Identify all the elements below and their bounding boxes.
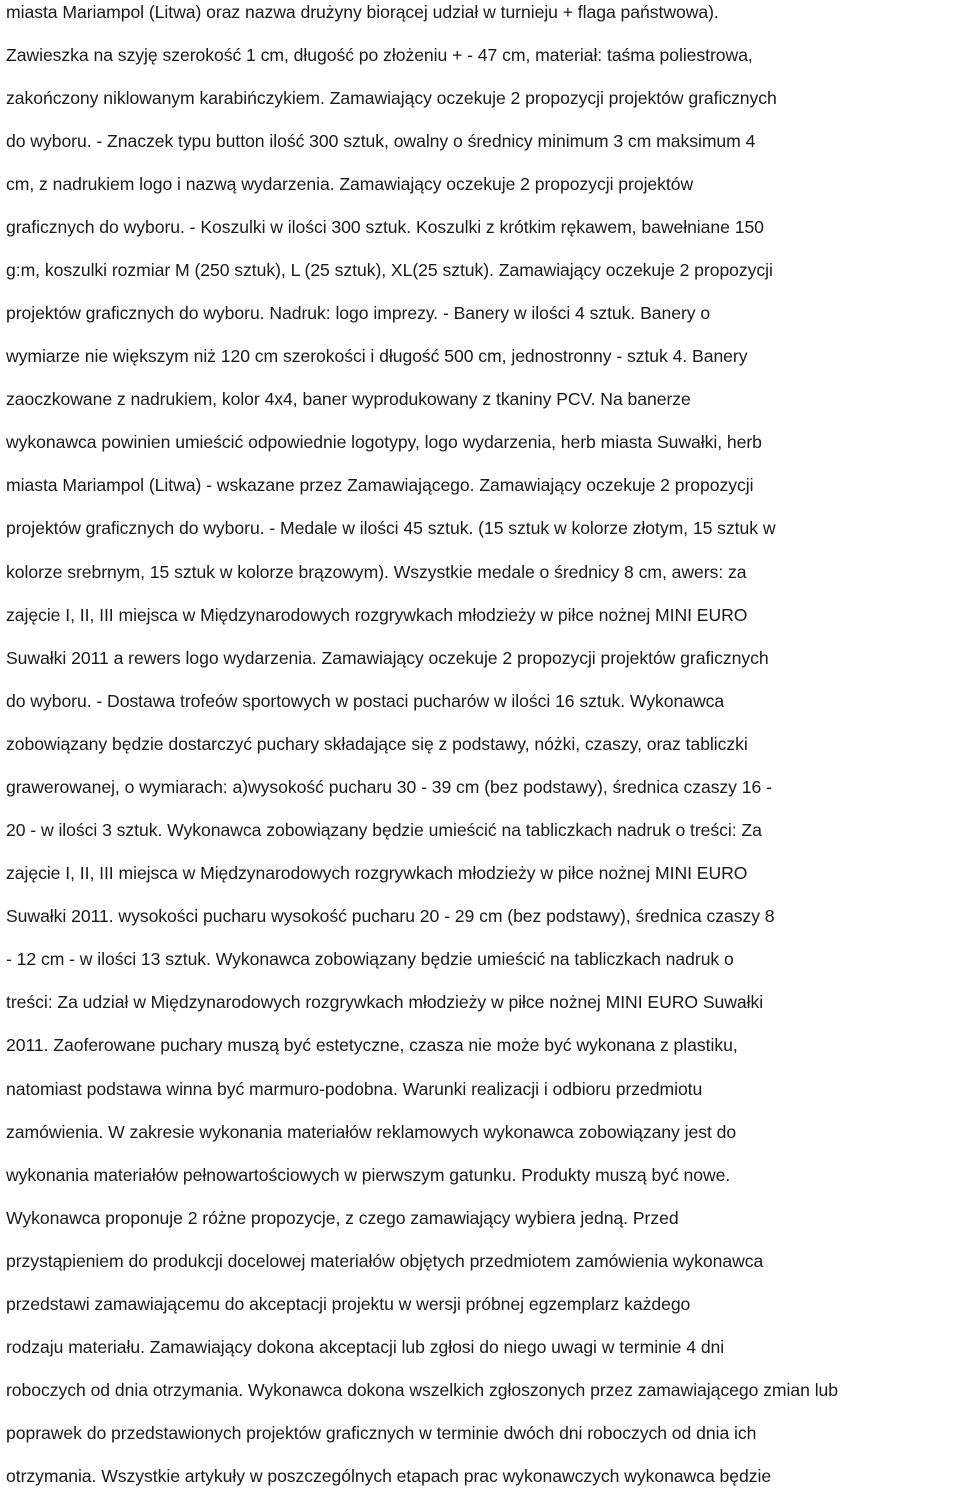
text-line: cm, z nadrukiem logo i nazwą wydarzenia. Zamawiający oczekuje 2 propozycji projektów <box>6 174 694 194</box>
text-line: treści: Za udział w Międzynarodowych rozgrywkach młodzieży w piłce nożnej MINI EURO Suwałki <box>6 992 764 1012</box>
text-line: zakończony niklowanym karabińczykiem. Zamawiający oczekuje 2 propozycji projektów graficznych <box>6 88 777 108</box>
text-line: roboczych od dnia otrzymania. Wykonawca dokona wszelkich zgłoszonych przez zamawiającego zmian lub <box>6 1380 839 1400</box>
text-line: Wykonawca proponuje 2 różne propozycje, z czego zamawiający wybiera jedną. Przed <box>6 1208 679 1228</box>
text-line: przystąpieniem do produkcji docelowej materiałów objętych przedmiotem zamówienia wykonawca <box>6 1251 764 1271</box>
text-line: grawerowanej, o wymiarach: a)wysokość pucharu 30 - 39 cm (bez podstawy), średnica czaszy 16 - <box>6 777 772 797</box>
text-line: - 12 cm - w ilości 13 sztuk. Wykonawca zobowiązany będzie umieścić na tabliczkach nadruk o <box>6 949 734 969</box>
text-line: 20 - w ilości 3 sztuk. Wykonawca zobowiązany będzie umieścić na tabliczkach nadruk o treści: Za <box>6 820 762 840</box>
text-line: wykonawca powinien umieścić odpowiednie logotypy, logo wydarzenia, herb miasta Suwałki, herb <box>6 432 762 452</box>
text-line: graficznych do wyboru. - Koszulki w ilości 300 sztuk. Koszulki z krótkim rękawem, bawełniane 150 <box>6 217 764 237</box>
text-line: natomiast podstawa winna być marmuro-podobna. Warunki realizacji i odbioru przedmiotu <box>6 1079 703 1099</box>
text-line: kolorze srebrnym, 15 sztuk w kolorze brązowym). Wszystkie medale o średnicy 8 cm, awers: za <box>6 562 747 582</box>
text-line: poprawek do przedstawionych projektów graficznych w terminie dwóch dni roboczych od dnia ich <box>6 1423 757 1443</box>
text-line: do wyboru. - Dostawa trofeów sportowych w postaci pucharów w ilości 16 sztuk. Wykonawca <box>6 691 725 711</box>
text-line: rodzaju materiału. Zamawiający dokona akceptacji lub zgłosi do niego uwagi w terminie 4 dni <box>6 1337 725 1357</box>
text-line: Suwałki 2011 a rewers logo wydarzenia. Zamawiający oczekuje 2 propozycji projektów graficznych <box>6 648 769 668</box>
text-line: zajęcie I, II, III miejsca w Międzynarodowych rozgrywkach młodzieży w piłce nożnej MINI EURO <box>6 863 748 883</box>
text-line: zajęcie I, II, III miejsca w Międzynarodowych rozgrywkach młodzieży w piłce nożnej MINI EURO <box>6 605 748 625</box>
text-line: Zawieszka na szyję szerokość 1 cm, długość po złożeniu + - 47 cm, materiał: taśma poliestrowa, <box>6 45 753 65</box>
text-line: przedstawi zamawiającemu do akceptacji projektu w wersji próbnej egzemplarz każdego <box>6 1294 691 1314</box>
text-line: projektów graficznych do wyboru. - Medale w ilości 45 sztuk. (15 sztuk w kolorze złotym, 15 sztuk w <box>6 518 776 538</box>
text-line: wykonania materiałów pełnowartościowych w pierwszym gatunku. Produkty muszą być nowe. <box>6 1165 731 1185</box>
text-line: zaoczkowane z nadrukiem, kolor 4x4, baner wyprodukowany z tkaniny PCV. Na banerze <box>6 389 691 409</box>
text-line: do wyboru. - Znaczek typu button ilość 300 sztuk, owalny o średnicy minimum 3 cm maksimum 4 <box>6 131 756 151</box>
text-line: miasta Mariampol (Litwa) - wskazane przez Zamawiającego. Zamawiający oczekuje 2 propozycji <box>6 475 754 495</box>
text-line: wymiarze nie większym niż 120 cm szerokości i długość 500 cm, jednostronny - sztuk 4. Banery <box>6 346 748 366</box>
text-line: miasta Mariampol (Litwa) oraz nazwa drużyny biorącej udział w turnieju + flaga państwowa). <box>6 2 719 22</box>
text-line: projektów graficznych do wyboru. Nadruk: logo imprezy. - Banery w ilości 4 sztuk. Banery o <box>6 303 711 323</box>
text-line: Suwałki 2011. wysokości pucharu wysokość pucharu 20 - 29 cm (bez podstawy), średnica czaszy 8 <box>6 906 775 926</box>
text-line: 2011. Zaoferowane puchary muszą być estetyczne, czasza nie może być wykonana z plastiku, <box>6 1035 738 1055</box>
text-line: otrzymania. Wszystkie artykuły w poszczególnych etapach prac wykonawczych wykonawca będzie <box>6 1466 772 1486</box>
text-line: zobowiązany będzie dostarczyć puchary składające się z podstawy, nóżki, czaszy, oraz tabliczki <box>6 734 748 754</box>
text-line: g:m, koszulki rozmiar M (250 sztuk), L (25 sztuk), XL(25 sztuk). Zamawiający oczekuje 2 propozycji <box>6 260 773 280</box>
text-line: zamówienia. W zakresie wykonania materiałów reklamowych wykonawca zobowiązany jest do <box>6 1122 737 1142</box>
